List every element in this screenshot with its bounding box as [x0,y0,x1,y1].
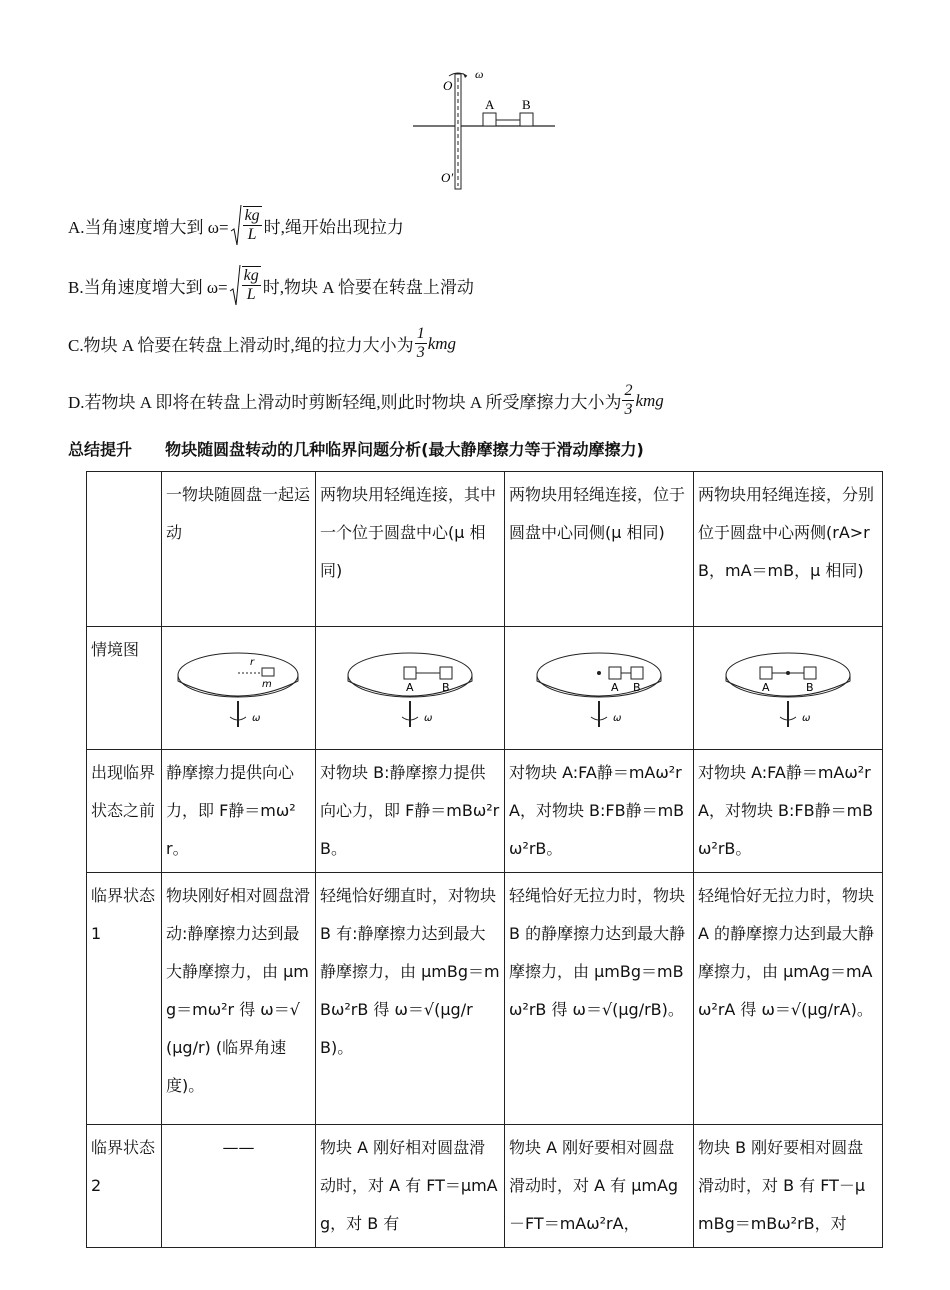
header-same-side-pair: 两物块用轻绳连接，位于圆盘中心同侧(μ 相同) [505,472,694,627]
state1-opposite-side: 轻绳恰好无拉力时，物块 A 的静摩擦力达到最大静摩擦力，由 μmAg＝mAω²rA 得 ω＝√(μg/rA)。 [694,873,883,1125]
option-b-suffix: 时,物块 A 恰要在转盘上滑动 [262,277,474,297]
disc-opposite-side-figure [698,631,878,731]
option-b-den: L [246,286,256,303]
option-c-num: 1 [416,325,425,342]
state2-same-side: 物块 A 刚好要相对圆盘滑动时，对 A 有 μmAg－FT＝mAω²rA， [505,1125,694,1248]
before-single: 静摩擦力提供向心力，即 F静＝mω²r。 [162,750,316,873]
scene-center-pair [316,627,505,750]
svg-text:B: B [806,681,814,694]
row-label-state2: 临界状态 2 [87,1125,162,1248]
label-O: O [443,78,453,93]
option-c-den: 3 [416,344,425,361]
summary-text: 物块随圆盘转动的几种临界问题分析(最大静摩擦力等于滑动摩擦力) [165,440,644,459]
state2-opposite-side: 物块 B 刚好要相对圆盘滑动时，对 B 有 FT－μmBg＝mBω²rB，对 [694,1125,883,1248]
option-b [68,263,474,307]
option-a-den: L [247,226,257,243]
header-single-block: 一物块随圆盘一起运动 [162,472,316,627]
summary-label: 总结提升 [68,440,133,459]
option-a-num: kg [244,207,260,224]
state2-single: —— [162,1125,316,1248]
option-d-prefix: D.若物块 A 即将在转盘上滑动时剪断轻绳,则此时物块 A 所受摩擦力大小为 [68,393,622,412]
label-A: A [485,97,495,112]
option-a-suffix: 时,绳开始出现拉力 [263,217,404,237]
svg-text:A: A [762,681,770,694]
shaft-figure [405,66,565,196]
option-d-num: 2 [624,382,633,399]
label-omega: ω [475,67,484,81]
table-row-scene [87,627,883,750]
option-c-suffix: kmg [427,333,457,353]
sqrt-icon [230,203,263,247]
row-label-state1: 临界状态 1 [87,873,162,1125]
svg-text:B: B [633,681,641,694]
label-B: B [522,97,531,112]
option-b-prefix: B.当角速度增大到 ω= [68,277,228,297]
svg-text:A: A [611,681,619,694]
option-d-den: 3 [624,401,633,418]
option-d-suffix: kmg [635,390,664,410]
svg-text:ω: ω [802,713,811,724]
scene-same-side [505,627,694,750]
state2-center-pair: 物块 A 刚好相对圆盘滑动时，对 A 有 FT＝μmAg，对 B 有 [316,1125,505,1248]
header-empty [87,472,162,627]
option-d [68,382,664,419]
before-center-pair: 对物块 B:静摩擦力提供向心力，即 F静＝mBω²rB。 [316,750,505,873]
table-header-row [87,472,883,627]
svg-text:B: B [442,681,450,694]
state1-same-side: 轻绳恰好无拉力时，物块 B 的静摩擦力达到最大静摩擦力，由 μmBg＝mBω²rB 得 ω＝√(μg/rB)。 [505,873,694,1125]
table-row-state2 [87,1125,883,1248]
svg-text:ω: ω [424,713,433,724]
option-c [68,325,456,362]
disc-same-side-figure [509,631,689,731]
svg-text:A: A [406,681,414,694]
state1-center-pair: 轻绳恰好绷直时，对物块 B 有:静摩擦力达到最大静摩擦力，由 μmBg＝mBω²rB 得 ω＝√(μg/rB)。 [316,873,505,1125]
label-O-prime: O′ [441,170,454,185]
header-center-pair: 两物块用轻绳连接，其中一个位于圆盘中心(μ 相同) [316,472,505,627]
table-row-before [87,750,883,873]
table-row-state1 [87,873,883,1125]
row-label-before: 出现临界状态之前 [87,750,162,873]
option-a-prefix: A.当角速度增大到 ω= [68,217,229,237]
scene-opposite-side [694,627,883,750]
option-b-num: kg [243,267,259,284]
disc-single-figure [166,631,311,731]
header-opposite-side-pair: 两物块用轻绳连接，分别位于圆盘中心两侧(rA>rB，mA＝mB，μ 相同) [694,472,883,627]
row-label-scene: 情境图 [87,627,162,750]
before-opposite-side: 对物块 A:FA静＝mAω²rA，对物块 B:FB静＝mBω²rB。 [694,750,883,873]
svg-text:m: m [262,679,272,690]
sqrt-icon [229,263,262,307]
svg-text:r: r [250,657,255,668]
option-a [68,203,404,247]
critical-state-table [86,471,883,1248]
summary-heading [68,437,644,460]
disc-center-pair-figure [320,631,500,731]
state1-single: 物块刚好相对圆盘滑动:静摩擦力达到最大静摩擦力，由 μmg＝mω²r 得 ω＝√(μg/r) (临界角速度)。 [162,873,316,1125]
before-same-side: 对物块 A:FA静＝mAω²rA，对物块 B:FB静＝mBω²rB。 [505,750,694,873]
svg-text:ω: ω [252,713,261,724]
svg-text:ω: ω [613,713,622,724]
scene-single [162,627,316,750]
option-c-prefix: C.物块 A 恰要在转盘上滑动时,绳的拉力大小为 [68,336,414,355]
